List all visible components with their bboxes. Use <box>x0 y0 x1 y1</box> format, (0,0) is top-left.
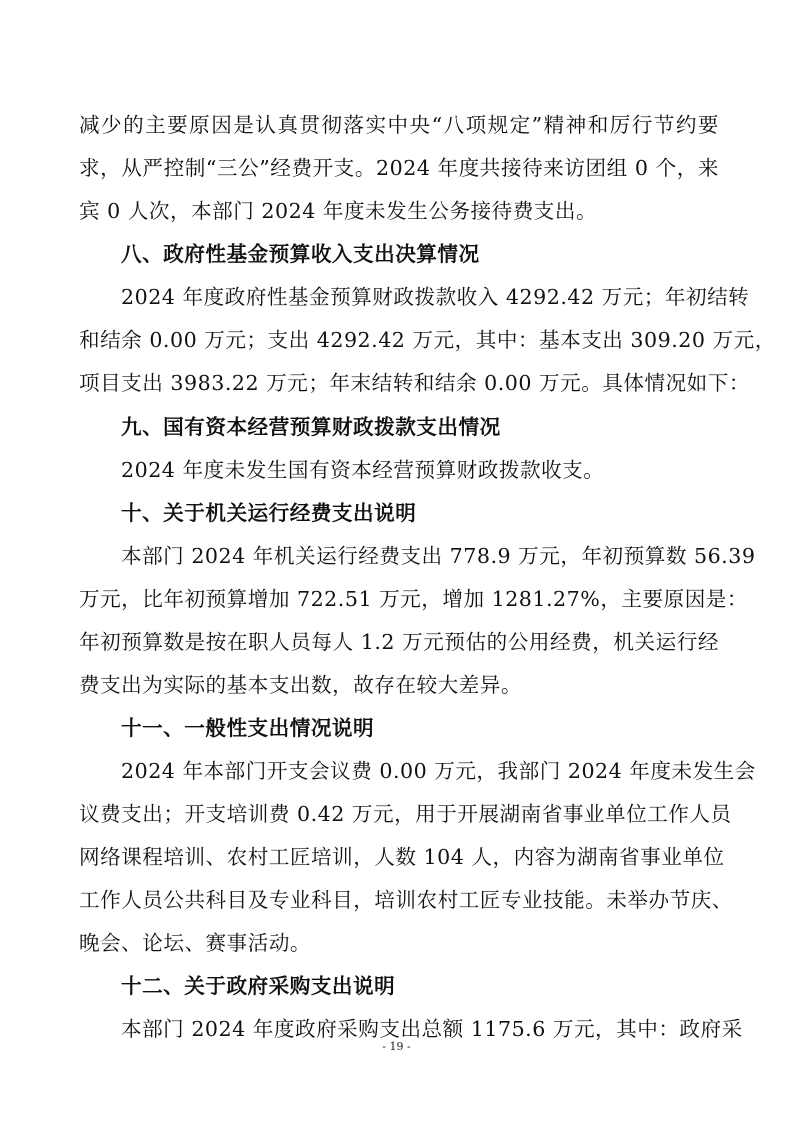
body-text-line: 和结余 0.00 万元；支出 4292.42 万元，其中：基本支出 309.20 万元， <box>79 328 776 352</box>
section-heading-8: 八、政府性基金预算收入支出决算情况 <box>121 242 480 266</box>
body-text-line: 网络课程培训、农村工匠培训，人数 104 人，内容为湖南省事业单位 <box>79 845 725 869</box>
body-text-line: 项目支出 3983.22 万元；年末结转和结余 0.00 万元。具体情况如下： <box>79 371 750 395</box>
body-text-line: 议费支出；开支培训费 0.42 万元，用于开展湖南省事业单位工作人员 <box>79 802 732 826</box>
body-text-line: 晚会、论坛、赛事活动。 <box>79 931 312 955</box>
section-heading-11: 十一、一般性支出情况说明 <box>121 716 375 740</box>
section-heading-9: 九、国有资本经营预算财政拨款支出情况 <box>121 415 501 439</box>
paragraph-first-line: 本部门 2024 年度政府采购支出总额 1175.6 万元，其中：政府采 <box>121 1017 743 1041</box>
paragraph-first-line: 本部门 2024 年机关运行经费支出 778.9 万元，年初预算数 56.39 <box>121 544 756 568</box>
body-text-line: 减少的主要原因是认真贯彻落实中央“八项规定”精神和厉行节约要 <box>79 113 719 137</box>
body-text-line: 求，从严控制“三公”经费开支。2024 年度共接待来访团组 0 个，来 <box>79 156 719 180</box>
body-text-line: 宾 0 人次，本部门 2024 年度未发生公务接待费支出。 <box>79 199 598 223</box>
paragraph-first-line: 2024 年度政府性基金预算财政拨款收入 4292.42 万元；年初结转 <box>121 285 750 309</box>
paragraph-first-line: 2024 年本部门开支会议费 0.00 万元，我部门 2024 年度未发生会 <box>121 759 756 783</box>
page-number: - 19 - <box>382 1040 411 1053</box>
body-text-line: 万元，比年初预算增加 722.51 万元，增加 1281.27%，主要原因是： <box>79 587 748 611</box>
section-heading-10: 十、关于机关运行经费支出说明 <box>121 501 417 525</box>
paragraph-first-line: 2024 年度未发生国有资本经营预算财政拨款收支。 <box>121 458 605 482</box>
body-text-line: 费支出为实际的基本支出数，故存在较大差异。 <box>79 673 522 697</box>
body-text-line: 工作人员公共科目及专业科目，培训农村工匠专业技能。未举办节庆、 <box>79 888 733 912</box>
body-text-line: 年初预算数是按在职人员每人 1.2 万元预估的公用经费，机关运行经 <box>79 630 719 654</box>
section-heading-12: 十二、关于政府采购支出说明 <box>121 974 396 998</box>
